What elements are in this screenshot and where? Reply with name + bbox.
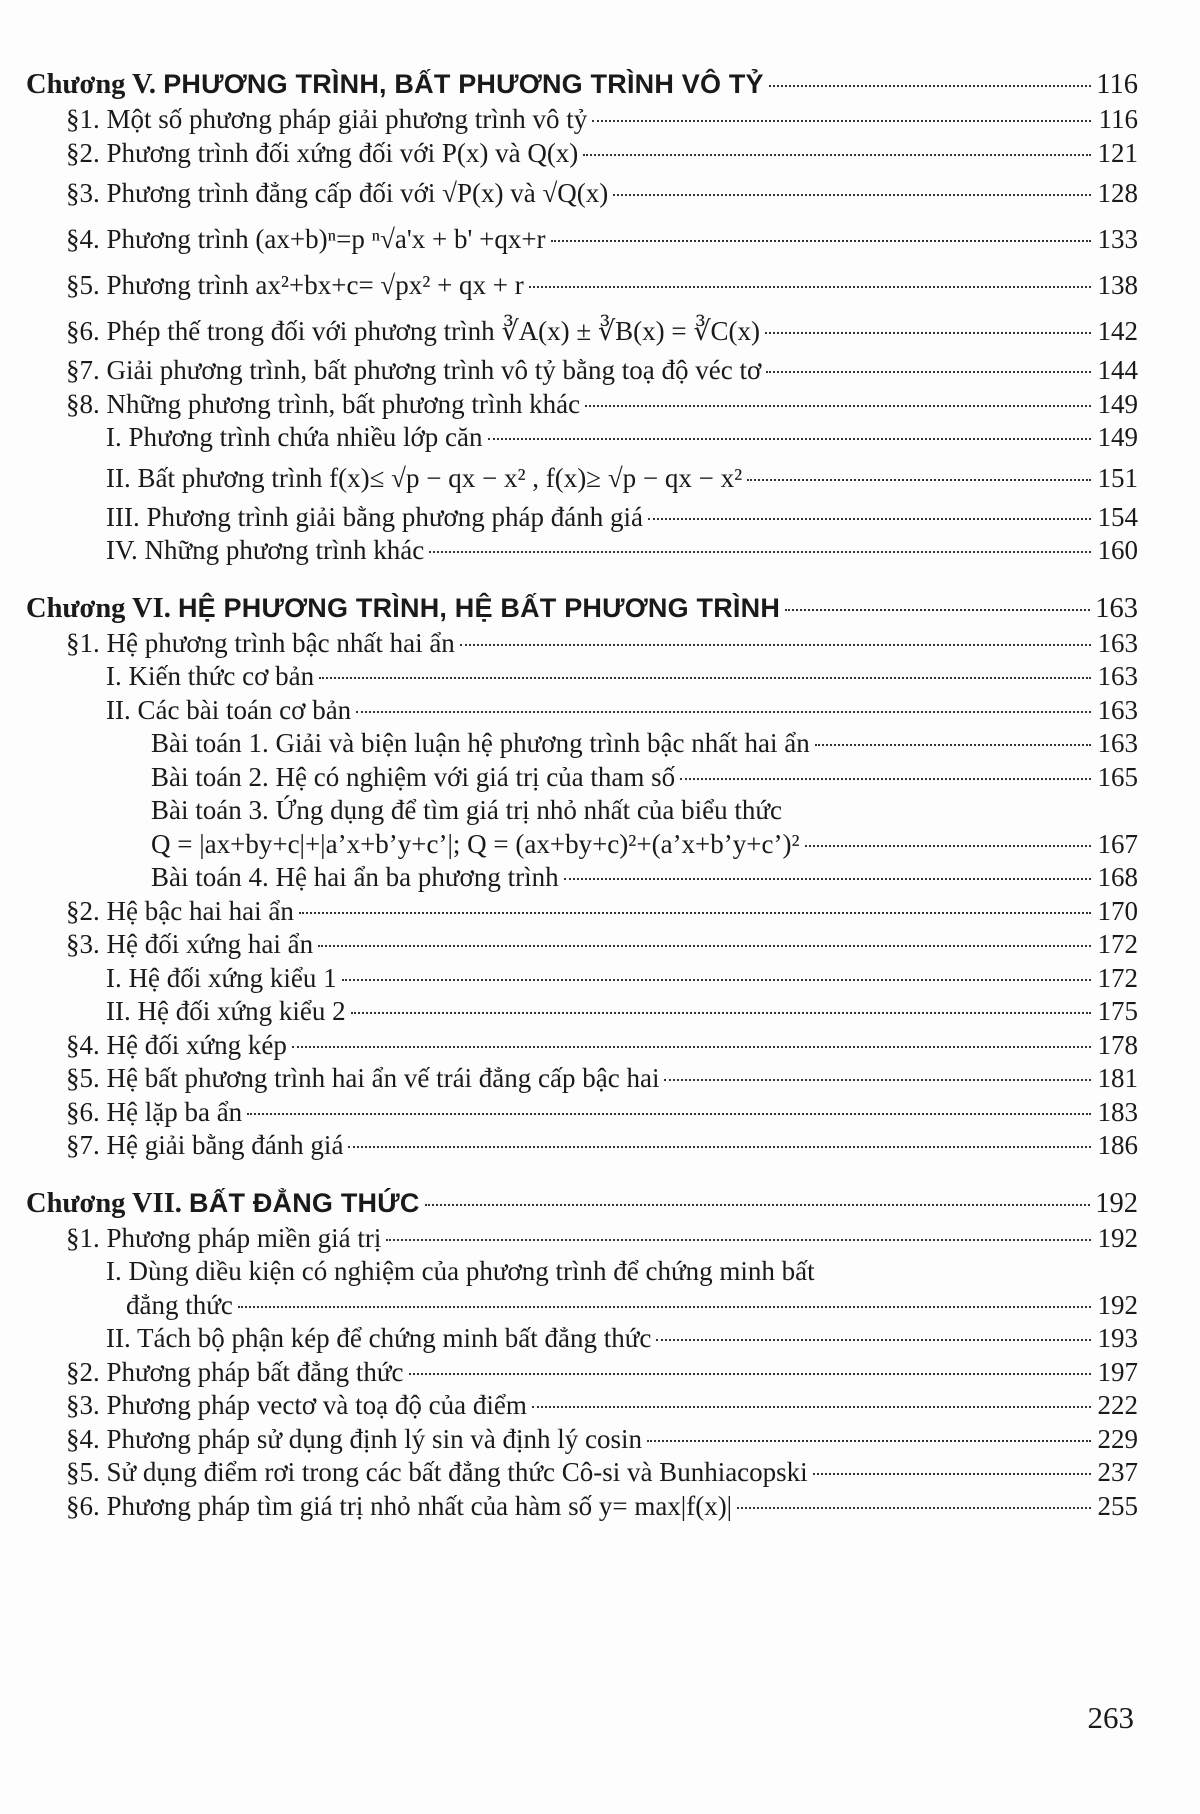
dot-leader [747, 479, 1091, 481]
page-number: 263 [1087, 1700, 1134, 1735]
page-ref: 144 [1097, 355, 1138, 385]
entry-title: §2. Phương pháp bất đẳng thức [66, 1356, 404, 1387]
toc-entry [26, 534, 1138, 568]
toc-entry [26, 861, 1138, 895]
dot-leader [765, 332, 1091, 334]
toc-entry [26, 1255, 1138, 1289]
page-ref: 163 [1097, 627, 1138, 658]
page-ref: 175 [1097, 996, 1138, 1026]
toc-entry [26, 501, 1138, 535]
entry-title: §7. Giải phương trình, bất phương trình vô tỷ bằng toạ độ véc tơ [66, 355, 762, 385]
page-ref: 151 [1097, 462, 1138, 493]
entry-title: II. Tách bộ phận kép để chứng minh bất đẳng thức [106, 1323, 652, 1353]
entry-title: I. Hệ đối xứng kiểu 1 [106, 962, 337, 993]
toc-entry [26, 1129, 1138, 1163]
entry-title: §4. Hệ đối xứng kép [66, 1029, 287, 1060]
page-ref: 163 [1097, 661, 1138, 691]
page-ref: 116 [1096, 69, 1138, 100]
page-ref: 149 [1097, 422, 1138, 452]
toc-entry [26, 1423, 1138, 1457]
toc-entry [26, 1389, 1138, 1423]
page-ref: 168 [1097, 862, 1138, 892]
page-ref: 181 [1097, 1063, 1138, 1093]
page-ref: 186 [1097, 1130, 1138, 1160]
dot-leader [488, 438, 1092, 440]
entry-title: II. Các bài toán cơ bản [106, 694, 352, 725]
entry-title: §6. Phép thế trong đối với phương trình ∛A(x) ± ∛B(x) = ∛C(x) [66, 316, 761, 346]
toc-entry [26, 308, 1138, 354]
dot-leader [386, 1239, 1091, 1241]
entry-title: §1. Hệ phương trình bậc nhất hai ẩn [66, 627, 455, 658]
dot-leader [247, 1113, 1091, 1115]
page-ref: 142 [1097, 316, 1138, 346]
toc-entry [26, 1289, 1138, 1323]
toc-entry [26, 216, 1138, 262]
toc-entry [26, 1322, 1138, 1356]
page-ref: 192 [1097, 1222, 1138, 1253]
page-ref: 149 [1097, 388, 1138, 419]
dot-leader [532, 1406, 1091, 1408]
dot-leader [429, 551, 1091, 553]
chapter-title: BẤT ĐẲNG THỨC [189, 1187, 420, 1218]
page-ref: 172 [1097, 962, 1138, 993]
chapter-title: HỆ PHƯƠNG TRÌNH, HỆ BẤT PHƯƠNG TRÌNH [177, 592, 781, 623]
dot-leader [785, 609, 1090, 611]
dot-leader [664, 1079, 1091, 1081]
dot-leader [348, 1146, 1091, 1148]
dot-leader [318, 945, 1091, 947]
entry-title: §3. Phương trình đẳng cấp đối với √P(x) và √Q(x) [66, 178, 609, 208]
toc-entry [26, 761, 1138, 795]
page-ref: 229 [1097, 1423, 1138, 1454]
entry-title: Bài toán 2. Hệ có nghiệm với giá trị của tham số [151, 761, 676, 792]
page-ref: 163 [1097, 728, 1138, 758]
toc-entry [26, 660, 1138, 694]
entry-title: §5. Phương trình ax²+bx+c= √px² + qx + r [66, 270, 524, 300]
toc-entry [26, 962, 1138, 996]
dot-leader [342, 979, 1091, 981]
entry-title: Bài toán 3. Ứng dụng để tìm giá trị nhỏ nhất của biểu thức [151, 795, 782, 825]
dot-leader [613, 194, 1091, 196]
dot-leader [648, 518, 1091, 520]
entry-title: I. Dùng diều kiện có nghiệm của phương trình để chứng minh bất [106, 1256, 815, 1286]
dot-leader [425, 1204, 1091, 1206]
chapter-heading [26, 66, 1138, 103]
toc-entry [26, 828, 1138, 862]
entry-title: §4. Phương trình (ax+b)ⁿ=p ⁿ√a'x + b' +qx+r [66, 224, 546, 254]
dot-leader [766, 371, 1091, 373]
page-ref: 172 [1097, 929, 1138, 959]
toc-entry [26, 1062, 1138, 1096]
dot-leader [356, 711, 1091, 713]
dot-leader [680, 778, 1091, 780]
toc-entry [26, 170, 1138, 216]
chapter-heading [26, 1185, 1138, 1222]
page-ref: 167 [1097, 828, 1138, 859]
page-ref: 170 [1097, 895, 1138, 926]
toc-entry [26, 137, 1138, 171]
entry-title: III. Phương trình giải bằng phương pháp đánh giá [106, 501, 643, 532]
toc-entry [26, 1490, 1138, 1524]
entry-title: §3. Hệ đối xứng hai ẩn [66, 929, 314, 959]
page-ref: 255 [1097, 1490, 1138, 1521]
chapter-v [26, 66, 1138, 568]
page-ref: 237 [1097, 1457, 1138, 1487]
entry-title: II. Bất phương trình f(x)≤ √p − qx − x² , f(x)≥ √p − qx − x² [106, 462, 743, 493]
entry-title: §6. Hệ lặp ba ẩn [66, 1096, 243, 1127]
toc-entry [26, 627, 1138, 661]
dot-leader [460, 644, 1091, 646]
toc-entry [26, 262, 1138, 308]
entry-title: Bài toán 1. Giải và biện luận hệ phương trình bậc nhất hai ẩn [151, 728, 810, 758]
entry-title: Bài toán 4. Hệ hai ẩn ba phương trình [151, 862, 559, 892]
entry-title: §1. Một số phương pháp giải phương trình vô tỷ [66, 104, 588, 134]
dot-leader [656, 1339, 1091, 1341]
page-ref: 192 [1097, 1289, 1138, 1320]
toc-entry [26, 727, 1138, 761]
page-ref: 154 [1097, 501, 1138, 532]
entry-title: §8. Những phương trình, bất phương trình khác [66, 388, 581, 419]
toc-entry [26, 455, 1138, 501]
entry-title: §3. Phương pháp vectơ và toạ độ của điểm [66, 1390, 527, 1420]
page-ref: 193 [1097, 1323, 1138, 1353]
dot-leader [813, 1473, 1091, 1475]
entry-title: I. Phương trình chứa nhiều lớp căn [106, 422, 483, 452]
dot-leader [292, 1046, 1091, 1048]
entry-title: IV. Những phương trình khác [106, 535, 425, 565]
toc-entry [26, 895, 1138, 929]
toc-entry [26, 1029, 1138, 1063]
dot-leader [299, 912, 1091, 914]
entry-title: §2. Hệ bậc hai hai ẩn [66, 895, 294, 926]
toc-entry [26, 1456, 1138, 1490]
toc-entry [26, 694, 1138, 728]
page-ref: 116 [1098, 104, 1138, 134]
chapter-vi [26, 590, 1138, 1163]
page-ref: 160 [1097, 535, 1138, 565]
page-ref: 192 [1095, 1187, 1138, 1219]
toc-entry [26, 1222, 1138, 1256]
page-ref: 222 [1097, 1390, 1138, 1420]
entry-title: II. Hệ đối xứng kiểu 2 [106, 996, 346, 1026]
entry-title: §5. Hệ bất phương trình hai ẩn vế trái đẳng cấp bậc hai [66, 1063, 660, 1093]
dot-leader [529, 286, 1091, 288]
chapter-label: Chương V. [26, 69, 157, 100]
page-ref: 138 [1097, 270, 1138, 300]
dot-leader [815, 744, 1091, 746]
dot-leader [737, 1507, 1091, 1509]
dot-leader [551, 240, 1091, 242]
dot-leader [351, 1012, 1091, 1014]
page-ref: 197 [1097, 1356, 1138, 1387]
toc-entry [26, 388, 1138, 422]
dot-leader [592, 120, 1091, 122]
entry-title: §5. Sử dụng điểm rơi trong các bất đẳng thức Cô-si và Bunhiacopski [66, 1457, 808, 1487]
page-ref: 163 [1095, 592, 1138, 624]
entry-title: §4. Phương pháp sử dụng định lý sin và định lý cosin [66, 1423, 643, 1454]
toc-entry [26, 103, 1138, 137]
toc-entry [26, 995, 1138, 1029]
dot-leader [583, 154, 1091, 156]
chapter-label: Chương VII. [26, 1187, 182, 1219]
dot-leader [409, 1373, 1092, 1375]
chapter-vii [26, 1185, 1138, 1524]
dot-leader [805, 845, 1091, 847]
chapter-title: PHƯƠNG TRÌNH, BẤT PHƯƠNG TRÌNH VÔ TỶ [163, 69, 764, 99]
dot-leader [564, 878, 1091, 880]
page-ref: 163 [1097, 694, 1138, 725]
table-of-contents [26, 66, 1138, 1545]
toc-entry [26, 354, 1138, 388]
chapter-label: Chương VI. [26, 592, 171, 624]
page-ref: 165 [1097, 761, 1138, 792]
toc-entry [26, 928, 1138, 962]
page-ref: 121 [1097, 137, 1138, 168]
page-ref: 178 [1097, 1029, 1138, 1060]
dot-leader [647, 1440, 1091, 1442]
chapter-heading [26, 590, 1138, 627]
entry-title: §6. Phương pháp tìm giá trị nhỏ nhất của hàm số y= max|f(x)| [66, 1490, 733, 1521]
entry-title: §7. Hệ giải bằng đánh giá [66, 1130, 344, 1160]
toc-entry [26, 794, 1138, 828]
toc-entry [26, 1356, 1138, 1390]
toc-entry [26, 1096, 1138, 1130]
page-ref: 128 [1097, 178, 1138, 208]
dot-leader [769, 85, 1091, 87]
entry-title: §1. Phương pháp miền giá trị [66, 1222, 382, 1253]
page-ref: 133 [1097, 224, 1138, 254]
dot-leader [238, 1306, 1091, 1308]
entry-title: §2. Phương trình đối xứng đối với P(x) và Q(x) [66, 137, 579, 168]
toc-entry [26, 421, 1138, 455]
dot-leader [585, 405, 1091, 407]
entry-title: I. Kiến thức cơ bản [106, 661, 315, 691]
entry-title: đẳng thức [126, 1289, 233, 1320]
page-ref: 183 [1097, 1096, 1138, 1127]
dot-leader [319, 677, 1091, 679]
entry-title: Q = |ax+by+c|+|a’x+b’y+c’|; Q = (ax+by+c)²+(a’x+b’y+c’)² [151, 828, 800, 859]
